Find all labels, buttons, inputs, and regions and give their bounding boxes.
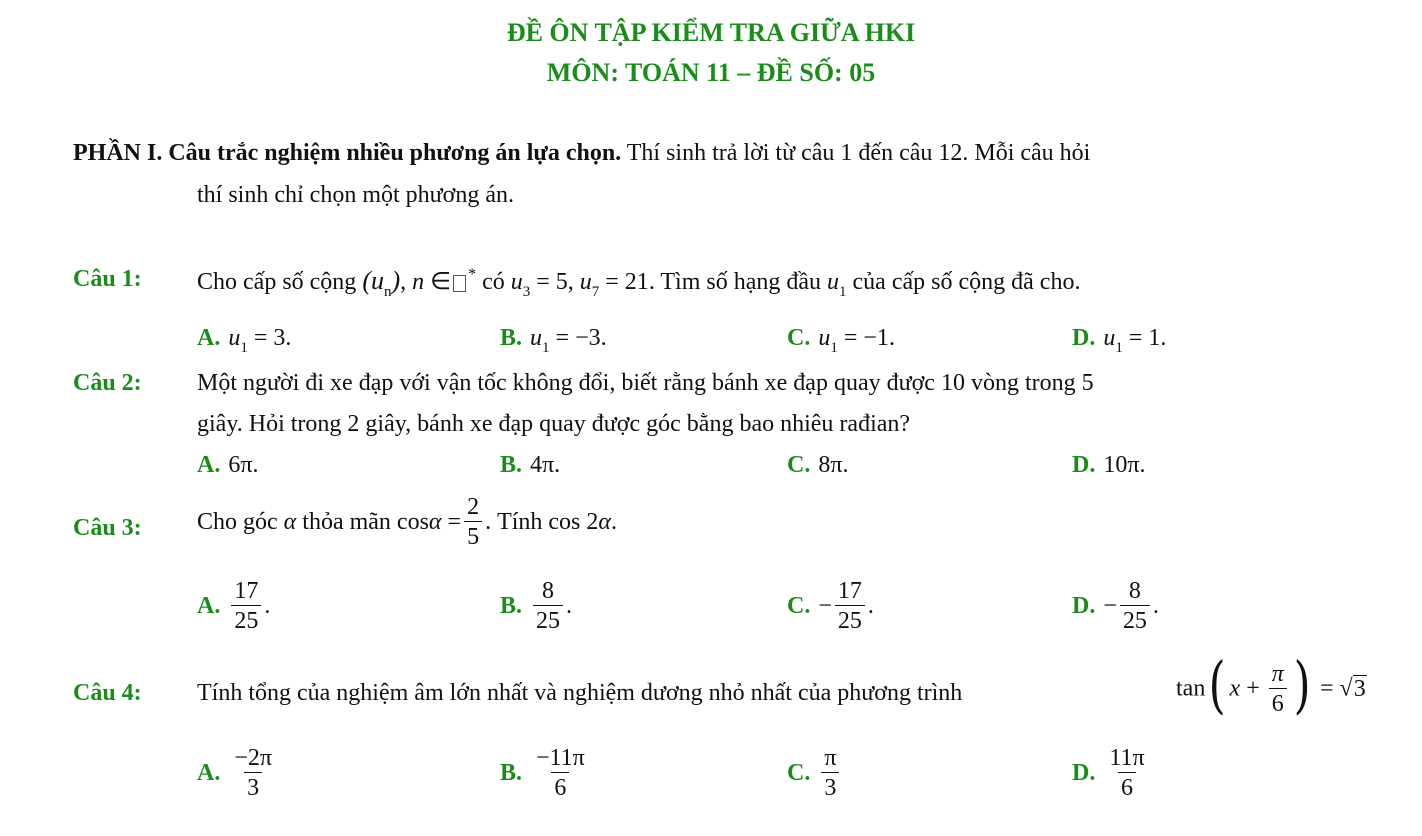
question-3-option-d[interactable]: D. − $\frac{8}{25}$ .: [1072, 578, 1159, 634]
question-1-label: Câu 1:: [73, 266, 142, 292]
question-3-option-a[interactable]: A. $\frac{17}{25}$ .: [197, 578, 271, 634]
section-intro-text: Thí sinh trả lời từ câu 1 đến câu 12. Mỗi câu hỏi: [621, 140, 1091, 166]
question-2-line-2: giây. Hỏi trong 2 giây, bánh xe đạp quay được góc bằng bao nhiêu rađian?: [197, 411, 911, 437]
question-1-option-d[interactable]: D. $u_1 = 1$.: [1072, 325, 1167, 356]
section-intro: [73, 140, 1090, 167]
title-line-2: MÔN: TOÁN 11 – ĐỀ SỐ: 05: [546, 58, 876, 87]
question-2-option-c[interactable]: C. 8π.: [787, 452, 849, 478]
section-intro-line-2: thí sinh chỉ chọn một phương án.: [197, 182, 515, 208]
question-4-option-b[interactable]: B. $\frac{-11\pi}{6}$: [500, 745, 585, 801]
question-4-equation: tan( x + $\frac{\pi}{6}$ ) = √3: [1176, 648, 1366, 721]
question-4-option-d[interactable]: D. $\frac{11\pi}{6}$: [1072, 745, 1145, 801]
question-2-option-a[interactable]: A. 6π.: [197, 452, 259, 478]
question-1-option-c[interactable]: C. $u_1 = -1$.: [787, 325, 895, 356]
section-heading: PHẦN I. Câu trắc nghiệm nhiều phương án lựa chọn.: [73, 140, 622, 166]
question-2-label: Câu 2:: [73, 370, 142, 396]
question-4-label: Câu 4:: [73, 680, 142, 706]
question-3-label: Câu 3:: [73, 515, 142, 541]
question-1-option-b[interactable]: B. $u_1 = -3$.: [500, 325, 607, 356]
question-3-text: Cho góc α thỏa mãn cosα = $\frac{2}{5}$ . Tính cos 2α.: [197, 494, 618, 550]
question-4-option-a[interactable]: A. $\frac{-2\pi}{3}$: [197, 745, 272, 801]
question-2-option-d[interactable]: D. 10π.: [1072, 452, 1146, 478]
question-3-option-b[interactable]: B. $\frac{8}{25}$ .: [500, 578, 573, 634]
naturals-symbol-icon: [453, 275, 466, 292]
question-3-option-c[interactable]: C. − $\frac{17}{25}$ .: [787, 578, 874, 634]
question-4-option-c[interactable]: C. $\frac{\pi}{3}$: [787, 744, 842, 803]
question-1-option-a[interactable]: A. $u_1 = 3$.: [197, 325, 292, 356]
question-4-text: Tính tổng của nghiệm âm lớn nhất và nghiệm dương nhỏ nhất của phương trình: [197, 680, 963, 706]
question-2-option-b[interactable]: B. 4π.: [500, 452, 561, 478]
question-1-text: Cho cấp số cộng $(u_n)$, n ∈ * có $u_3 = 5$, $u_7 = 21$. Tìm số hạng đầu $u_1$ của cấp số cộng đã cho.: [197, 266, 1081, 300]
question-2-line-1: Một người đi xe đạp với vận tốc không đổi, biết rằng bánh xe đạp quay được 10 vòng trong 5: [197, 370, 1094, 396]
title-line-1: ĐỀ ÔN TẬP KIỂM TRA GIỮA HKI: [506, 18, 916, 47]
